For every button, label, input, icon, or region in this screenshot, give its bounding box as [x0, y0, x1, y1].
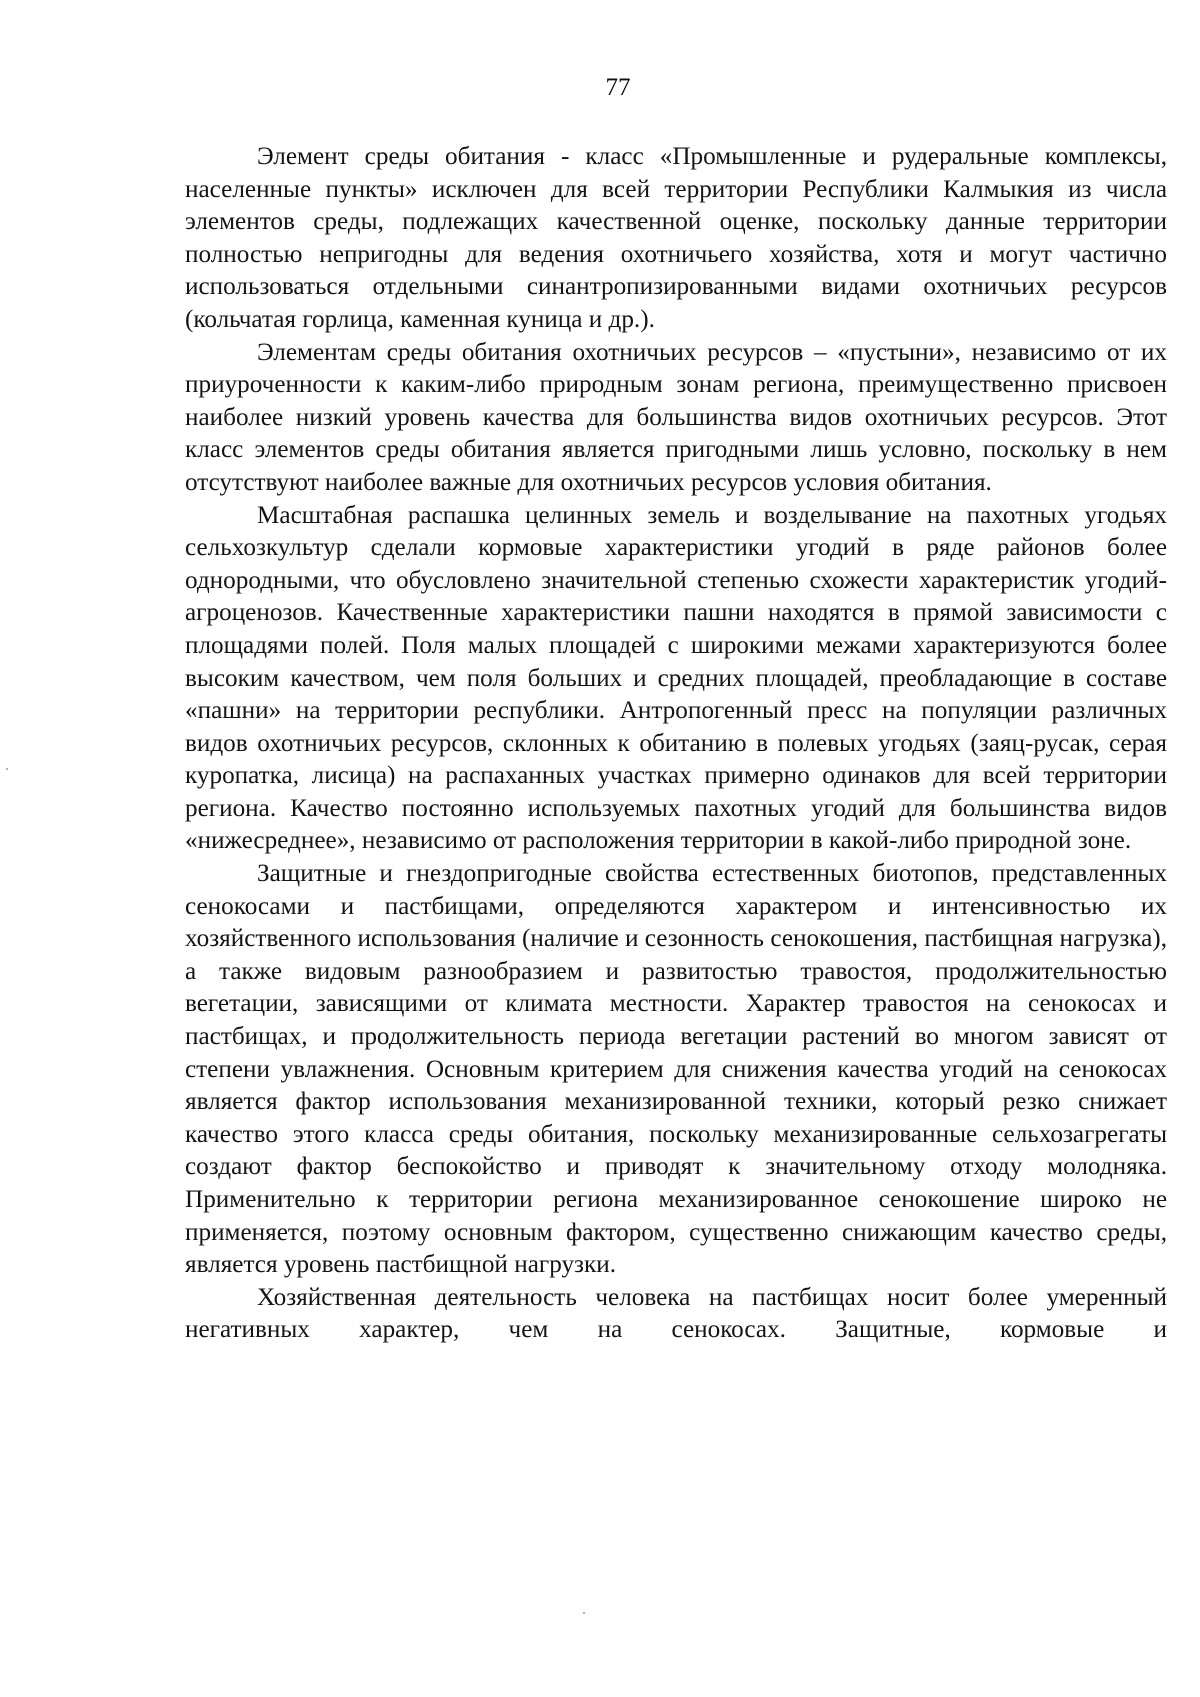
paragraph-1: Элемент среды обитания - класс «Промышленные и рудеральные комплексы, населенные пункты» исключен для всей территории Республики Калмыкия из числа элементов среды, подлежащих качественной оценке, поскольку данные территории полностью непригодны для ведения охотничьего хозяйства, хотя и могут частично использоваться отдельными синантропизированными видами охотничьих ресурсов (кольчатая горлица, каменная куница и др.). [185, 143, 1167, 333]
body-text [185, 141, 1167, 1347]
paragraph-3: Масштабная распашка целинных земель и возделывание на пахотных угодьях сельхозкультур сделали кормовые характеристики угодий в ряде районов более однородными, что обусловлено значительной степенью схожести характеристик угодий-агроценозов. Качественные характеристики пашни находятся в прямой зависимости с площадями полей. Поля малых площадей с широкими межами характеризуются более высоким качеством, чем поля больших и средних площадей, преобладающие в составе «пашни» на территории республики. Антропогенный пресс на популяции различных видов охотничьих ресурсов, склонных к обитанию в полевых угодьях (заяц-русак, серая куропатка, лисица) на распаханных участках примерно одинаков для всей территории региона. Качество постоянно используемых пахотных угодий для большинства видов «нижесреднее», независимо от расположения территории в какой-либо природной зоне. [185, 501, 1167, 855]
scan-speck [6, 768, 8, 770]
paragraph-2: Элементам среды обитания охотничьих ресурсов – «пустыни», независимо от их приуроченности к каким-либо природным зонам региона, преимущественно присвоен наиболее низкий уровень качества для большинства видов охотничьих ресурсов. Этот класс элементов среды обитания является пригодными лишь условно, поскольку в нем отсутствуют наиболее важные для охотничьих ресурсов условия обитания. [185, 338, 1167, 496]
scan-speck [583, 1612, 585, 1614]
paragraph-5: Хозяйственная деятельность человека на пастбищах носит более умеренный негативных характер, чем на сенокосах. Защитные, кормовые и [185, 1283, 1167, 1344]
paragraph-4: Защитные и гнездопригодные свойства естественных биотопов, представленных сенокосами и пастбищами, определяются характером и интенсивностью их хозяйственного использования (наличие и сезонность сенокошения, пастбищная нагрузка), а также видовым разнообразием и развитостью травостоя, продолжительностью вегетации, зависящими от климата местности. Характер травостоя на сенокосах и пастбищах, и продолжительность периода вегетации растений во многом зависят от степени увлажнения. Основным критерием для снижения качества угодий на сенокосах является фактор использования механизированной техники, который резко снижает качество этого класса среды обитания, поскольку механизированные сельхозагрегаты создают фактор беспокойство и приводят к значительному отходу молодняка. Применительно к территории региона механизированное сенокошение широко не применяется, поэтому основным фактором, существенно снижающим качество среды, является уровень пастбищной нагрузки. [185, 860, 1167, 1279]
page-number: 77 [605, 74, 631, 101]
